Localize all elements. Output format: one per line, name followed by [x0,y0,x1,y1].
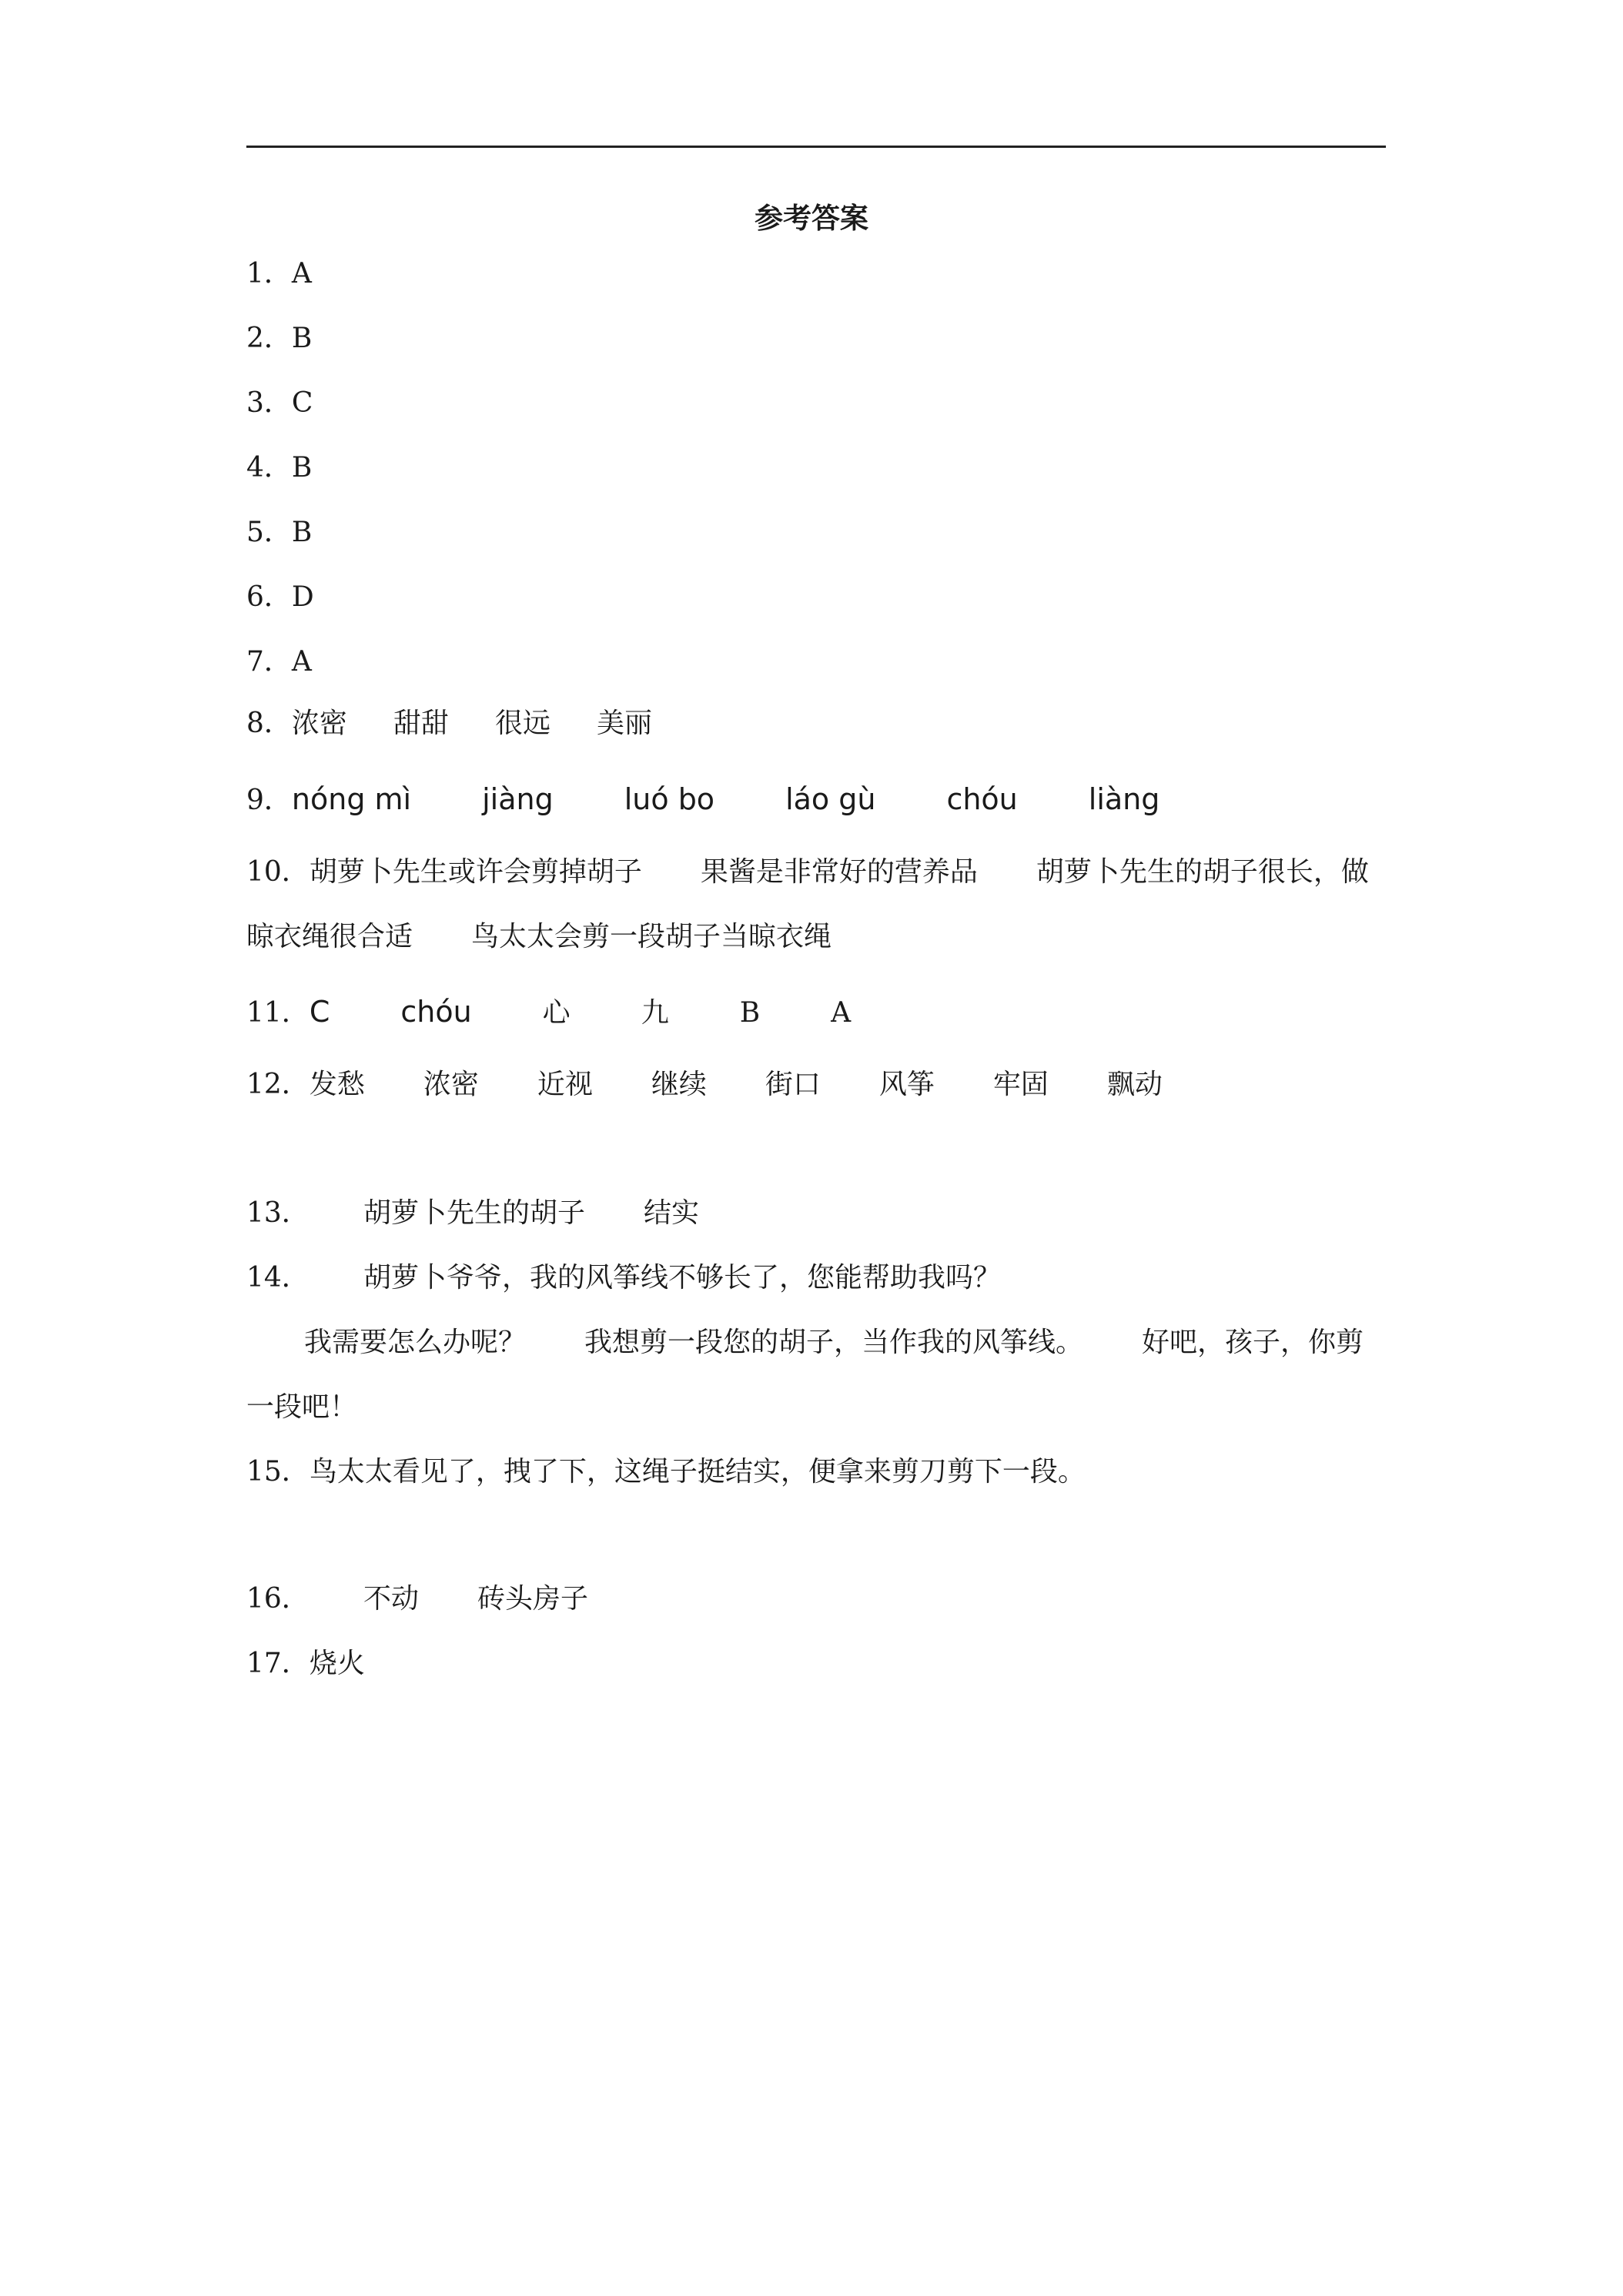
answer-word: 牢固 [992,1069,1049,1100]
answer-7 [246,642,312,682]
answer-14-line-1 [246,1258,1001,1298]
answer-word: A [831,997,852,1029]
answer-sentence: 一段吧！ [246,1391,358,1423]
answer-number: 8． [246,708,292,739]
answer-number: 6． [246,581,292,613]
answer-9 [246,779,1160,821]
pinyin-word: nóng mì [291,782,412,816]
answer-text: D [291,581,314,613]
answer-number: 4． [246,452,292,484]
answer-word: B [739,997,761,1029]
pinyin-word: chóu [946,782,1018,816]
answer-14-line-3 [246,1387,357,1427]
answer-6 [246,577,314,618]
answer-10-line-2 [246,917,832,957]
header-rule [246,146,1386,148]
answer-sentence: 好吧，孩子，你剪 [1142,1327,1364,1358]
answer-word: chóu [400,995,472,1029]
answer-text: B [291,517,313,548]
answer-number: 12． [246,1069,310,1100]
answer-2 [246,319,312,359]
answer-number: 15． [246,1456,310,1488]
answer-number: 5． [246,517,292,548]
answer-number: 2． [246,323,292,354]
answer-12 [246,1065,1163,1105]
answer-5 [246,513,312,553]
answer-sentence: 果酱是非常好的营养品 [700,856,978,888]
answer-number: 13． [246,1197,310,1229]
answer-number: 16． [246,1583,310,1615]
answer-4 [246,448,312,488]
answer-15 [246,1452,1086,1492]
answer-sentence: 鸟太太会剪一段胡子当晾衣绳 [471,921,832,952]
pinyin-word: láo gù [785,782,876,816]
answer-text: B [291,452,313,484]
answer-text: A [291,646,312,678]
answer-number: 10． [246,856,310,888]
answer-3 [246,383,313,423]
answer-13 [246,1193,699,1233]
answer-17 [246,1644,365,1684]
answer-11 [246,992,851,1033]
answer-number: 1． [246,258,292,290]
page-title: 参考答案 [755,202,868,235]
answer-number: 11． [246,997,310,1029]
answer-sentence: 胡萝卜先生或许会剪掉胡子 [309,856,642,888]
answer-word: C [309,995,330,1029]
answer-sentence: 晾衣绳很合适 [246,921,413,952]
answer-sentence: 我需要怎么办呢？ [304,1327,527,1358]
answer-number: 7． [246,646,292,678]
answer-word: 风筝 [878,1069,935,1100]
answer-word: 结实 [644,1197,700,1229]
answer-word: 浓密 [291,708,347,739]
answer-sentence: 胡萝卜爷爷，我的风筝线不够长了，您能帮助我吗？ [363,1262,1002,1294]
answer-16 [246,1579,588,1619]
answer-word: 很远 [494,708,550,739]
answer-word: 美丽 [596,708,652,739]
answer-number: 17． [246,1648,310,1679]
answer-number: 3． [246,387,292,419]
answer-text: C [291,387,313,419]
answer-1 [246,254,312,294]
answer-8 [246,704,652,744]
answer-word: 不动 [363,1583,420,1615]
answer-word: 甜甜 [393,708,449,739]
answer-word: 九 [641,997,669,1029]
answer-word: 发愁 [309,1069,365,1100]
answer-word: 心 [542,997,571,1029]
pinyin-word: luó bo [624,782,715,816]
answer-sentence: 胡萝卜先生的胡子很长，做 [1036,856,1369,888]
answer-text: B [291,323,313,354]
answer-word: 飘动 [1106,1069,1163,1100]
answer-10-line-1 [246,852,1369,892]
answer-sentence: 鸟太太看见了，拽了下，这绳子挺结实，便拿来剪刀剪下一段。 [309,1456,1086,1488]
answer-number: 14． [246,1262,310,1294]
answer-text: A [291,258,312,290]
answer-sentence: 我想剪一段您的胡子，当作我的风筝线。 [584,1327,1084,1358]
answer-word: 砖头房子 [477,1583,589,1615]
answer-word: 继续 [651,1069,707,1100]
pinyin-word: liàng [1088,782,1160,816]
answer-word: 近视 [537,1069,593,1100]
answer-word: 街口 [765,1069,821,1100]
answer-number: 9． [246,785,292,816]
answer-word: 浓密 [423,1069,479,1100]
answer-14-line-2 [304,1323,1364,1363]
answer-word: 胡萝卜先生的胡子 [363,1197,586,1229]
pinyin-word: jiàng [482,782,554,816]
answer-text: 烧火 [309,1648,365,1679]
